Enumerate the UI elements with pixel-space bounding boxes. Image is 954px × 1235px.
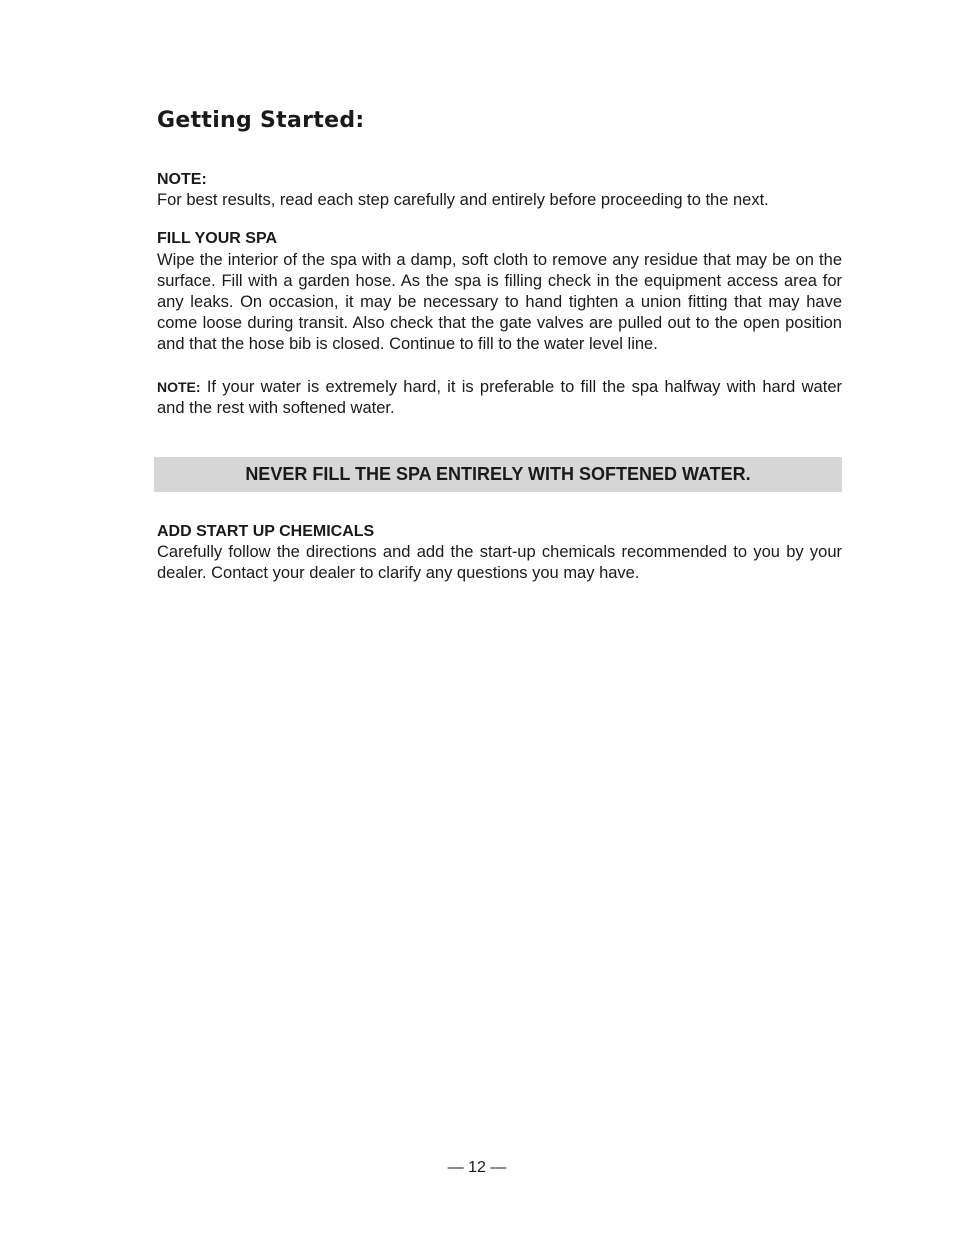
hard-water-note — [157, 377, 842, 419]
chemicals-text: Carefully follow the directions and add the start-up chemicals recommended to you by your dealer. Contact your dealer to clarify any questions you may have. — [157, 543, 842, 583]
chemicals-section — [157, 521, 842, 585]
page-title: Getting Started: — [157, 108, 365, 133]
hard-water-note-label: NOTE: — [157, 378, 201, 395]
hard-water-note-text: If your water is extremely hard, it is preferable to fill the spa halfway with hard water and the rest with softened water. — [157, 377, 842, 417]
note-text: For best results, read each step carefully and entirely before proceeding to the next. — [157, 191, 769, 210]
fill-spa-heading: FILL YOUR SPA — [157, 230, 278, 248]
spacer — [157, 356, 842, 377]
page-number: — 12 — — [447, 1159, 507, 1176]
softened-water-warning-banner: NEVER FILL THE SPA ENTIRELY WITH SOFTENED WATER. — [154, 457, 842, 492]
fill-spa-text: Wipe the interior of the spa with a damp, soft cloth to remove any residue that may be on the surface. Fill with a garden hose. As the spa is filling check in the equipment access area for any leaks. On occasion, it may be necessary to hand tighten a union fitting that may have come loose during transit. Also check that the gate valves are pulled out to the open position and that the hose bib is closed. Continue to fill to the water level line. — [157, 250, 842, 354]
note-heading: NOTE: — [157, 171, 207, 188]
chemicals-heading: ADD START UP CHEMICALS — [157, 523, 375, 540]
spacer — [157, 211, 842, 228]
instructions-section — [157, 169, 842, 419]
